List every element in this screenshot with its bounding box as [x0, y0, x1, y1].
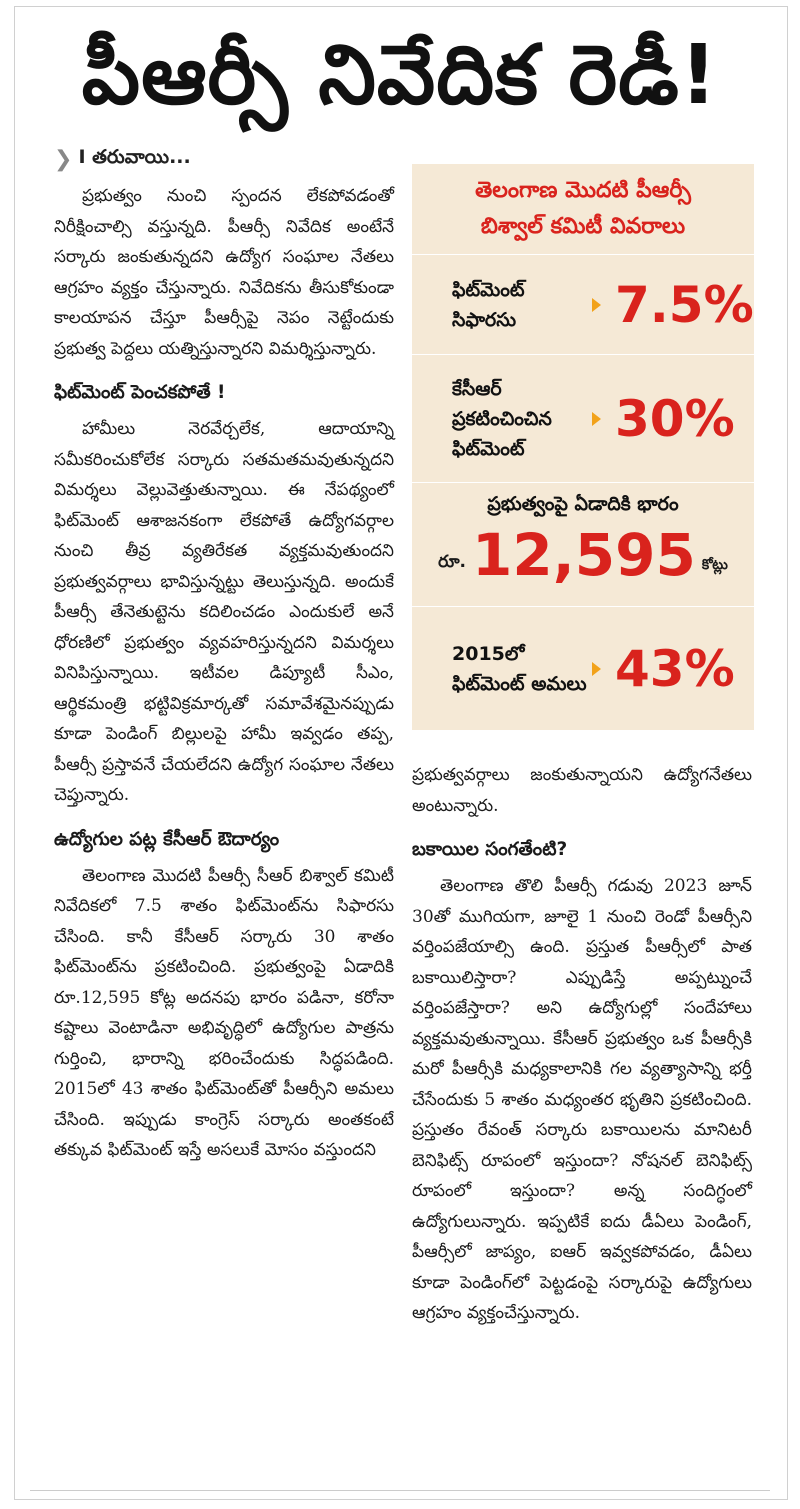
- kicker-text: I తరువాయి...: [78, 146, 191, 168]
- fact-label: 2015లో ఫిట్‌మెంట్ అమలు: [452, 643, 587, 695]
- fact-box: [412, 164, 754, 730]
- fact-value: 30%: [615, 390, 735, 448]
- fact-label: ఫిట్‌మెంట్ సిఫారసు: [452, 279, 525, 331]
- unit-label: కోట్లు: [701, 557, 728, 573]
- paragraph: ప్రభుత్వం నుంచి స్పందన లేకపోవడంతో నిరీక్షించాల్సి వస్తున్నది. పీఆర్సీ నివేదిక అంటేనే సర్కారు జంకుతున్నదని ఉద్యోగ సంఘాల నేతలు ఆగ్రహం వ్యక్తం చేస్తున్నారు. నివేదికను తీసుకోకుండా కాలయాపన చేస్తూ పీఆర్సీపై నెపం నెట్టేందుకు ప్రభుత్వ పెద్దలు యత్నిస్తున్నారని విమర్శిస్తున్నారు.: [54, 186, 394, 359]
- fact-row-2015: [412, 606, 754, 731]
- paragraph: తెలంగాణ మొదటి పీఆర్సీ సీఆర్ బిశ్వాల్ కమిటీ నివేదికలో 7.5 శాతం ఫిట్‌మెంట్‌ను సిఫారసు చేసింది. కానీ కేసీఆర్ సర్కారు 30 శాతం ఫిట్‌మెంట్‌ను ప్రకటించింది. ప్రభుత్వంపై ఏడాదికి రూ.12,595 కోట్ల అదనపు భారం పడినా, కరోనా కష్టాలు వెంటాడినా అభివృద్ధిలో ఉద్యోగుల పాత్రను గుర్తించి, భారాన్ని భరించేందుకు సిద్ధపడింది. 2015లో 43 శాతం ఫిట్‌మెంట్‌తో పీఆర్సీని అమలు చేసింది. ఇప్పుడు కాంగ్రెస్ సర్కారు అంతకంటే తక్కువ ఫిట్‌మెంట్ ఇస్తే అసలుకే మోసం వస్తుందని: [54, 865, 394, 1160]
- subheading: ఫిట్‌మెంట్ పెంచకపోతే !: [54, 382, 226, 403]
- triangle-right-icon: [592, 412, 601, 426]
- headline: పీఆర్సీ నివేదిక రెడీ!: [81, 28, 719, 123]
- continued-kicker: [54, 146, 394, 173]
- subheading: ఉద్యోగుల పట్ల కేసీఆర్ ఔదార్యం: [54, 828, 280, 850]
- fact-row-recommended: [412, 254, 754, 355]
- chevron-right-icon: ❯: [54, 147, 73, 172]
- fact-value: 43%: [615, 640, 735, 698]
- paragraph: హామీలు నెరవేర్చలేక, ఆదాయాన్ని సమీకరించుకోలేక సర్కారు సతమతమవుతున్నదని విమర్శలు వెల్లువెత్తుతున్నాయి. ఈ నేపథ్యంలో ఫిట్‌మెంట్ ఆశాజనకంగా లేకపోతే ఉద్యోగవర్గాల నుంచి తీవ్ర వ్యతిరేకత వ్యక్తమవుతుందని ప్రభుత్వవర్గాలు భావిస్తున్నట్టు తెలుస్తున్నది. అందుకే పీఆర్సీ తేనెతుట్టెను కదిలించడం ఎందుకులే అనే ధోరణిలో ప్రభుత్వం వ్యవహరిస్తున్నదని విమర్శలు వినిపిస్తున్నాయి. ఇటీవల డిప్యూటీ సీఎం, ఆర్థికమంత్రి భట్టివిక్రమార్కతో సమావేశమైనప్పుడు కూడా పెండింగ్ బిల్లులపై హామీ ఇవ్వడం తప్ప, పీఆర్సీ ప్రస్తావనే చేయలేదని ఉద్యోగ సంఘాల నేతలు చెప్తున్నారు.: [54, 419, 394, 805]
- left-column: [54, 146, 394, 1180]
- fact-row-announced: [412, 354, 754, 483]
- subheading: బకాయిల సంగతేంటి?: [412, 839, 568, 860]
- fact-row-burden: [412, 482, 754, 607]
- currency-label: రూ.: [438, 552, 467, 572]
- triangle-right-icon: [592, 298, 601, 312]
- fact-label: కేసీఆర్ ప్రకటించించిన ఫిట్‌మెంట్: [452, 378, 552, 460]
- fact-box-title: [412, 164, 754, 254]
- fact-box-title-line2: బిశ్వాల్ కమిటీ వివరాలు: [480, 214, 686, 239]
- triangle-right-icon: [592, 662, 601, 676]
- fact-value: 7.5%: [615, 276, 754, 334]
- right-column: [412, 760, 752, 1343]
- fact-label: ప్రభుత్వంపై ఏడాదికి భారం: [487, 493, 679, 515]
- paragraph: ప్రభుత్వవర్గాలు జంకుతున్నాయని ఉద్యోగనేతలు అంటున్నారు.: [412, 765, 752, 816]
- fact-box-title-line1: తెలంగాణ మొదటి పీఆర్సీ: [475, 178, 691, 203]
- fact-amount: [438, 522, 728, 588]
- paragraph: తెలంగాణ తొలి పీఆర్సీ గడువు 2023 జూన్ 30తో ముగియగా, జూలై 1 నుంచి రెండో పీఆర్సీని వర్తింపజేయాల్సి ఉంది. ప్రస్తుత పీఆర్సీలో పాత బకాయిలిస్తారా? ఎప్పుడిస్తే అప్పట్నుంచే వర్తింపజేస్తారా? అని ఉద్యోగుల్లో సందేహాలు వ్యక్తమవుతున్నాయి. కేసీఆర్ ప్రభుత్వం ఒక పీఆర్సీకి మరో పీఆర్సీకి మధ్యకాలానికి గల వ్యత్యాసాన్ని భర్తీ చేసేందుకు 5 శాతం మధ్యంతర భృతిని ప్రకటించింది. ప్రస్తుతం రేవంత్ సర్కారు బకాయిలను మానిటరీ బెనిఫిట్స్ రూపంలో ఇస్తుందా? నోషనల్ బెనిఫిట్స్ రూపంలో ఇస్తుందా? అన్న సందిగ్ధంలో ఉద్యోగులున్నారు. ఇప్పటికే ఐదు డీఏలు పెండింగ్, పీఆర్సీలో జాప్యం, ఐఆర్ ఇవ్వకపోవడం, డీఏలు కూడా పెండింగ్‌లో పెట్టడంపై సర్కారుపై ఉద్యోగులు ఆగ్రహం వ్యక్తంచేస్తున్నారు.: [412, 876, 752, 1323]
- fact-value: 12,595: [472, 521, 696, 589]
- divider: [30, 1490, 770, 1491]
